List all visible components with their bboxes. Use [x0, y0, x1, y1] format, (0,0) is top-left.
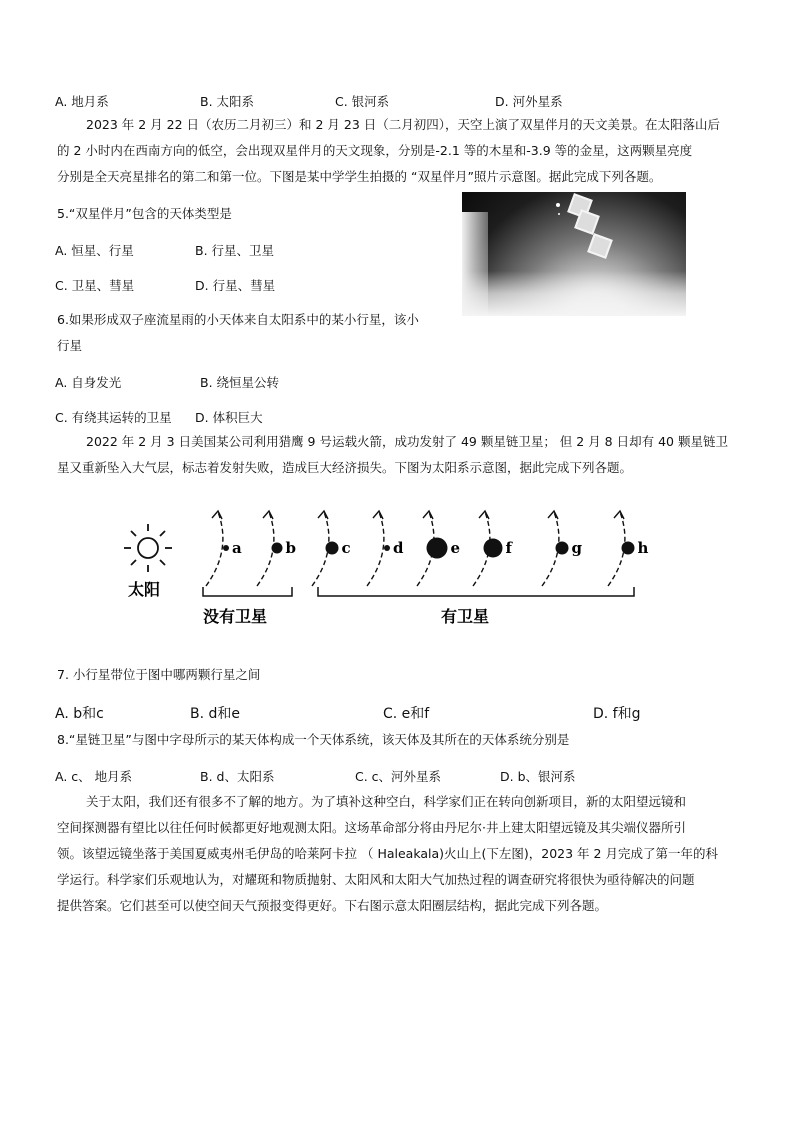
- no-satellite-bracket: [203, 587, 292, 596]
- q5-option-a: A. 恒星、行星: [55, 243, 134, 258]
- star-dot: [558, 213, 560, 215]
- planet-d: [384, 545, 390, 551]
- planet-label-a: a: [232, 539, 242, 557]
- sun-icon: [124, 524, 172, 572]
- planet-a: [223, 545, 229, 551]
- passage1-line2: 的 2 小时内在西南方向的低空，会出现双星伴月的天文现象，分别是-2.1 等的木星和-3.9 等的金星，这两颗星亮度: [57, 143, 693, 158]
- q7-option-b: B. d和e: [190, 706, 241, 722]
- q7-option-d: D. f和g: [593, 706, 641, 722]
- q5-stem: 5.“双星伴月”包含的天体类型是: [57, 206, 232, 221]
- solar-system-diagram: [110, 500, 670, 635]
- star-dot: [556, 203, 560, 207]
- no-satellite-label: 没有卫星: [203, 607, 268, 626]
- moon-marker: [587, 233, 613, 259]
- planet-label-c: c: [341, 539, 351, 557]
- q8-option-c: C. c、河外星系: [355, 769, 442, 784]
- prev-option-b: B. 太阳系: [200, 94, 255, 109]
- passage1-line1: 2023 年 2 月 22 日（农历二月初三）和 2 月 23 日（二月初四），天空上演了双星伴月的天文美景。在太阳落山后: [86, 117, 721, 132]
- q6-stem-line1: 6.如果形成双子座流星雨的小天体来自太阳系中的某小行星，该小: [57, 312, 419, 327]
- orbit-arc: [206, 512, 223, 586]
- passage3-line1: 关于太阳，我们还有很多不了解的地方。为了填补这种空白，科学家们正在转向创新项目，新的太阳望远镜和: [86, 794, 687, 809]
- has-satellite-bracket: [318, 587, 634, 596]
- q7-option-a: A. b和c: [55, 706, 104, 722]
- passage3-line2: 空间探测器有望比以往任何时候都更好地观测太阳。这场革命部分将由丹尼尔·井上建太阳望远镜及其尖端仪器所引: [57, 820, 686, 835]
- planet-label-f: f: [505, 539, 512, 557]
- q6-option-c: C. 有绕其运转的卫星: [55, 410, 172, 425]
- passage1-line3: 分别是全天亮星排名的第二和第一位。下图是某中学学生拍摄的 “双星伴月”照片示意图。据此完成下列各题。: [57, 169, 662, 184]
- q6-option-a: A. 自身发光: [55, 375, 122, 390]
- orbit-arc: [257, 512, 274, 586]
- planet-c: [326, 542, 339, 555]
- orbit-arc: [367, 512, 384, 586]
- q6-option-d: D. 体积巨大: [195, 410, 263, 425]
- planet-g: [556, 542, 569, 555]
- planet-e: [427, 538, 448, 559]
- planet-label-h: h: [637, 539, 649, 557]
- prev-option-d: D. 河外星系: [495, 94, 563, 109]
- prev-option-c: C. 银河系: [335, 94, 390, 109]
- passage2-line1: 2022 年 2 月 3 日美国某公司利用猎鹰 9 号运载火箭，成功发射了 49 颗星链卫星； 但 2 月 8 日却有 40 颗星链卫: [86, 434, 728, 449]
- q7-option-c: C. e和f: [383, 706, 430, 722]
- planet-label-d: d: [393, 539, 404, 557]
- passage3-line4: 学运行。科学家们乐观地认为，对耀斑和物质抛射、太阳风和太阳大气加热过程的调查研究将很快为亟待解决的问题: [57, 872, 695, 887]
- passage3-line3: 领。该望远镜坐落于美国夏威夷州毛伊岛的哈莱阿卡拉 （ Haleakala)火山上(下左图)，2023 年 2 月完成了第一年的科: [57, 846, 718, 861]
- double-star-moon-photo: [462, 192, 686, 316]
- passage2-line2: 星又重新坠入大气层，标志着发射失败，造成巨大经济损失。下图为太阳系示意图，据此完成下列各题。: [57, 460, 633, 475]
- passage3-line5: 提供答案。它们甚至可以使空间天气预报变得更好。下右图示意太阳圈层结构，据此完成下列各题。: [57, 898, 608, 913]
- q7-stem: 7. 小行星带位于图中哪两颗行星之间: [57, 667, 261, 682]
- sun-label: 太阳: [128, 580, 161, 599]
- has-satellite-label: 有卫星: [441, 607, 490, 626]
- q6-stem-line2: 行星: [57, 338, 83, 353]
- planet-f: [484, 539, 503, 558]
- q8-option-b: B. d、太阳系: [200, 769, 275, 784]
- planet-label-e: e: [450, 539, 461, 557]
- q8-stem: 8.“星链卫星”与图中字母所示的某天体构成一个天体系统，该天体及其所在的天体系统分别是: [57, 732, 570, 747]
- planet-label-b: b: [285, 539, 296, 557]
- prev-option-a: A. 地月系: [55, 94, 109, 109]
- q5-option-c: C. 卫星、彗星: [55, 278, 135, 293]
- q5-option-b: B. 行星、卫星: [195, 243, 275, 258]
- planet-b: [272, 543, 283, 554]
- q5-option-d: D. 行星、彗星: [195, 278, 276, 293]
- q6-option-b: B. 绕恒星公转: [200, 375, 280, 390]
- planet-label-g: g: [571, 539, 582, 557]
- q8-option-a: A. c、 地月系: [55, 769, 133, 784]
- q8-option-d: D. b、银河系: [500, 769, 576, 784]
- planet-h: [622, 542, 635, 555]
